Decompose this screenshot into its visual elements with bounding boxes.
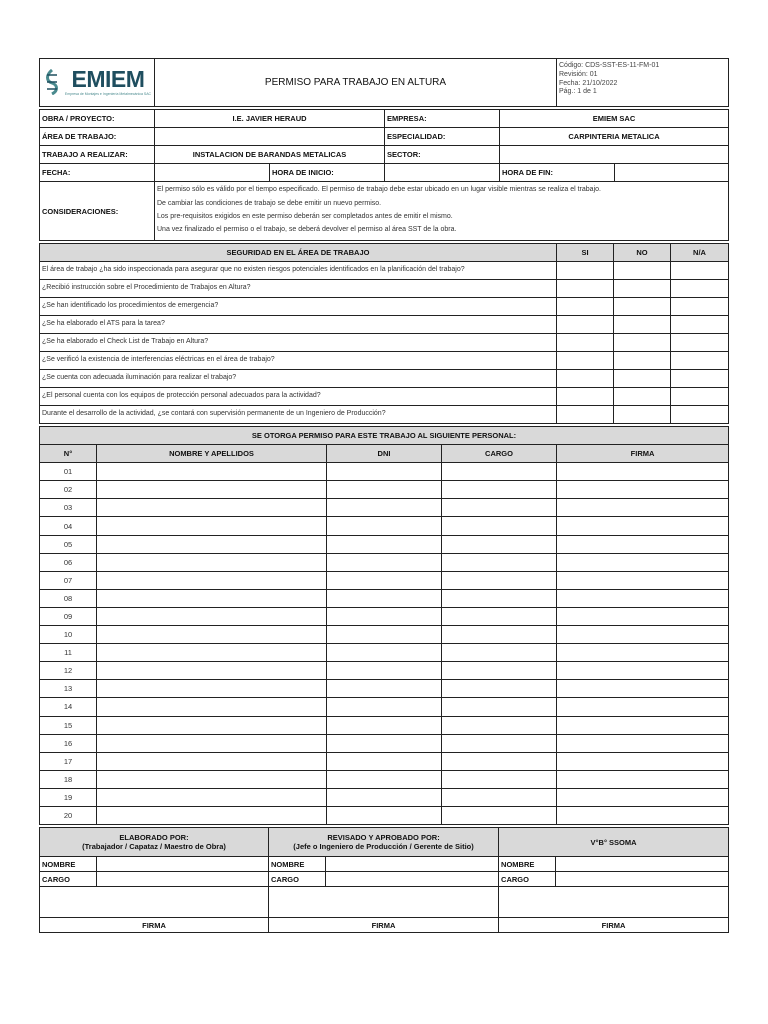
checkbox-no[interactable] (614, 334, 671, 352)
nombre-field[interactable] (97, 481, 327, 499)
dni-field[interactable] (327, 734, 442, 752)
firma-field[interactable] (557, 517, 729, 535)
checkbox-si[interactable] (557, 406, 614, 424)
checklist-row (40, 406, 729, 424)
firma-field[interactable] (557, 770, 729, 788)
firma-field[interactable] (557, 644, 729, 662)
dni-field[interactable] (327, 535, 442, 553)
dni-field[interactable] (327, 770, 442, 788)
checkbox-si[interactable] (557, 262, 614, 280)
personnel-row (40, 535, 729, 553)
row-number: 07 (40, 571, 97, 589)
personnel-row (40, 644, 729, 662)
checklist-question: ¿Se han identificado los procedimientos de emergencia? (40, 298, 557, 316)
obra-label: OBRA / PROYECTO: (40, 110, 155, 128)
trabajo-label: TRABAJO A REALIZAR: (40, 146, 155, 164)
checkbox-na[interactable] (671, 370, 729, 388)
doc-page: Pág.: 1 de 1 (559, 88, 597, 96)
row-number: 10 (40, 626, 97, 644)
cargo-field[interactable] (442, 806, 557, 824)
cargo-field[interactable] (442, 680, 557, 698)
dni-field[interactable] (327, 463, 442, 481)
checklist-body (40, 262, 729, 424)
consideraciones-text (155, 182, 729, 241)
personnel-row (40, 662, 729, 680)
signatures-table (39, 827, 729, 933)
cargo-field[interactable] (442, 499, 557, 517)
checklist-question: ¿El personal cuenta con los equipos de protección personal adecuados para la actividad? (40, 388, 557, 406)
personnel-row (40, 553, 729, 571)
dni-field[interactable] (327, 517, 442, 535)
empresa-field[interactable]: EMIEM SAC (500, 110, 729, 128)
checkbox-no[interactable] (614, 316, 671, 334)
fecha-field[interactable] (155, 164, 270, 182)
firma-field[interactable] (557, 806, 729, 824)
checklist-row (40, 316, 729, 334)
firma-field[interactable] (557, 734, 729, 752)
nombre-field[interactable] (97, 716, 327, 734)
row-number: 12 (40, 662, 97, 680)
cargo-field[interactable] (442, 535, 557, 553)
nombre-field[interactable] (97, 770, 327, 788)
dni-field[interactable] (327, 589, 442, 607)
revisado-header (269, 828, 499, 857)
area-field[interactable] (155, 128, 385, 146)
row-number: 20 (40, 806, 97, 824)
firma-field[interactable] (557, 553, 729, 571)
row-number: 08 (40, 589, 97, 607)
personnel-row (40, 589, 729, 607)
nombre-field[interactable] (97, 499, 327, 517)
checklist-question: ¿Se cuenta con adecuada iluminación para realizar el trabajo? (40, 370, 557, 388)
dni-field[interactable] (327, 806, 442, 824)
firma-field[interactable] (557, 680, 729, 698)
personnel-body (40, 463, 729, 825)
row-number: 15 (40, 716, 97, 734)
dni-field[interactable] (327, 716, 442, 734)
dni-field[interactable] (327, 788, 442, 806)
checklist-row (40, 280, 729, 298)
nombre-field[interactable] (97, 788, 327, 806)
revisado-nombre-field[interactable] (326, 857, 499, 872)
col-firma: FIRMA (557, 445, 729, 463)
row-number: 04 (40, 517, 97, 535)
checklist-row (40, 370, 729, 388)
firma-field[interactable] (557, 589, 729, 607)
checkbox-si[interactable] (557, 280, 614, 298)
row-number: 18 (40, 770, 97, 788)
nombre-field[interactable] (97, 698, 327, 716)
obra-field[interactable]: I.E. JAVIER HERAUD (155, 110, 385, 128)
form-title: PERMISO PARA TRABAJO EN ALTURA (155, 59, 557, 107)
checkbox-na[interactable] (671, 262, 729, 280)
personnel-row (40, 806, 729, 824)
consideracion-item: Una vez finalizado el permiso o el trabajo, se deberá devolver el permiso al área SST de la obra. (157, 226, 457, 234)
consideracion-item: De cambiar las condiciones de trabajo se debe emitir un nuevo permiso. (157, 199, 382, 207)
cargo-field[interactable] (442, 716, 557, 734)
col-cargo: CARGO (442, 445, 557, 463)
checkbox-no[interactable] (614, 352, 671, 370)
row-number: 19 (40, 788, 97, 806)
col-si: SI (557, 244, 614, 262)
personnel-row (40, 607, 729, 625)
revisado-subtitle: (Jefe o Ingeniero de Producción / Gerente de Sitio) (293, 842, 474, 852)
checklist-question: ¿Se verificó la existencia de interferencias eléctricas en el área de trabajo? (40, 352, 557, 370)
personnel-row (40, 481, 729, 499)
checkbox-na[interactable] (671, 280, 729, 298)
personnel-row (40, 770, 729, 788)
dni-field[interactable] (327, 481, 442, 499)
hora-inicio-label: HORA DE INICIO: (270, 164, 385, 182)
col-no: NO (614, 244, 671, 262)
personnel-row (40, 752, 729, 770)
checkbox-no[interactable] (614, 370, 671, 388)
checkbox-si[interactable] (557, 298, 614, 316)
checkbox-no[interactable] (614, 406, 671, 424)
personnel-row (40, 463, 729, 481)
nombre-field[interactable] (97, 644, 327, 662)
row-number: 17 (40, 752, 97, 770)
doc-date: Fecha: 21/10/2022 (559, 79, 618, 87)
firma-field[interactable] (557, 571, 729, 589)
nombre-field[interactable] (97, 517, 327, 535)
vb-ssoma-header: V°B° SSOMA (499, 828, 729, 857)
row-number: 09 (40, 607, 97, 625)
revisado-cargo-field[interactable] (326, 872, 499, 887)
checklist-header: SEGURIDAD EN EL ÁREA DE TRABAJO (40, 244, 557, 262)
row-number: 14 (40, 698, 97, 716)
dni-field[interactable] (327, 571, 442, 589)
elaborado-title: ELABORADO POR: (119, 833, 189, 843)
checkbox-no[interactable] (614, 262, 671, 280)
logo-subtitle: Empresa de Montajes e Ingeniería Metalmecánica SAC (64, 91, 152, 96)
sector-field[interactable] (500, 146, 729, 164)
checkbox-na[interactable] (671, 388, 729, 406)
vb-cargo-field[interactable] (556, 872, 729, 887)
dni-field[interactable] (327, 499, 442, 517)
cargo-field[interactable] (442, 770, 557, 788)
dni-field[interactable] (327, 752, 442, 770)
checklist-row (40, 334, 729, 352)
firma-field[interactable] (557, 499, 729, 517)
cargo-field[interactable] (442, 752, 557, 770)
header-table (39, 58, 729, 107)
cargo-field[interactable] (442, 644, 557, 662)
checkbox-na[interactable] (671, 298, 729, 316)
cargo-field[interactable] (442, 463, 557, 481)
row-number: 01 (40, 463, 97, 481)
personnel-row (40, 499, 729, 517)
hora-fin-field[interactable] (615, 164, 729, 182)
checkbox-si[interactable] (557, 334, 614, 352)
vb-nombre-field[interactable] (556, 857, 729, 872)
col-dni: DNI (327, 445, 442, 463)
elaborado-cargo-field[interactable] (97, 872, 269, 887)
vb-firma-label: FIRMA (499, 918, 729, 933)
firma-field[interactable] (557, 481, 729, 499)
firma-field[interactable] (557, 698, 729, 716)
consideracion-item: El permiso sólo es válido por el tiempo especificado. El permiso de trabajo debe estar ubicado en un lugar visible mientras se realiza el trabajo. (157, 186, 601, 194)
checkbox-no[interactable] (614, 388, 671, 406)
checkbox-na[interactable] (671, 406, 729, 424)
row-number: 11 (40, 644, 97, 662)
especialidad-field[interactable]: CARPINTERIA METALICA (500, 128, 729, 146)
cargo-field[interactable] (442, 517, 557, 535)
consideracion-item: Los pre-requisitos exigidos en este permiso deberán ser completados antes de emitir el mismo. (157, 213, 453, 220)
personnel-row (40, 626, 729, 644)
nombre-field[interactable] (97, 680, 327, 698)
doc-revision: Revisión: 01 (559, 70, 598, 78)
elaborado-cargo-label: CARGO (40, 872, 97, 887)
personnel-row (40, 680, 729, 698)
personnel-row (40, 788, 729, 806)
cargo-field[interactable] (442, 589, 557, 607)
doc-code: Código: CDS-SST-ES-11-FM-01 (559, 62, 660, 69)
nombre-field[interactable] (97, 607, 327, 625)
nombre-field[interactable] (97, 626, 327, 644)
checklist-row (40, 262, 729, 280)
firma-field[interactable] (557, 535, 729, 553)
firma-field[interactable] (557, 716, 729, 734)
nombre-field[interactable] (97, 589, 327, 607)
cargo-field[interactable] (442, 553, 557, 571)
revisado-firma-label: FIRMA (269, 918, 499, 933)
vb-cargo-label: CARGO (499, 872, 556, 887)
logo-cell (40, 59, 155, 107)
consideraciones-label: CONSIDERACIONES: (40, 182, 155, 241)
cargo-field[interactable] (442, 571, 557, 589)
row-number: 03 (40, 499, 97, 517)
row-number: 05 (40, 535, 97, 553)
cargo-field[interactable] (442, 662, 557, 680)
dni-field[interactable] (327, 607, 442, 625)
row-number: 16 (40, 734, 97, 752)
elaborado-nombre-field[interactable] (97, 857, 269, 872)
firma-field[interactable] (557, 626, 729, 644)
personnel-row (40, 698, 729, 716)
dni-field[interactable] (327, 553, 442, 571)
checklist-question: Durante el desarrollo de la actividad, ¿se contará con supervisión permanente de un Ingeniero de Producción? (40, 406, 557, 424)
document-meta (557, 59, 729, 107)
info-table (39, 109, 729, 241)
col-number: N° (40, 445, 97, 463)
personnel-row (40, 517, 729, 535)
personnel-row (40, 571, 729, 589)
cargo-field[interactable] (442, 734, 557, 752)
checkbox-na[interactable] (671, 352, 729, 370)
checklist-row (40, 298, 729, 316)
dni-field[interactable] (327, 644, 442, 662)
hora-fin-label: HORA DE FIN: (500, 164, 615, 182)
revisado-nombre-label: NOMBRE (269, 857, 326, 872)
checkbox-si[interactable] (557, 370, 614, 388)
revisado-title: REVISADO Y APROBADO POR: (327, 833, 440, 843)
nombre-field[interactable] (97, 535, 327, 553)
checkbox-si[interactable] (557, 352, 614, 370)
dni-field[interactable] (327, 626, 442, 644)
row-number: 02 (40, 481, 97, 499)
personnel-row (40, 716, 729, 734)
firma-field[interactable] (557, 788, 729, 806)
elaborado-nombre-label: NOMBRE (40, 857, 97, 872)
nombre-field[interactable] (97, 734, 327, 752)
checklist-question: El área de trabajo ¿ha sido inspeccionada para asegurar que no existen riesgos potenciales identificados en la planificación del trabajo? (40, 262, 557, 280)
checklist-question: ¿Recibió instrucción sobre el Procedimiento de Trabajos en Altura? (40, 280, 557, 298)
checklist-question: ¿Se ha elaborado el ATS para la tarea? (40, 316, 557, 334)
checklist-row (40, 352, 729, 370)
vb-signature-area[interactable] (499, 887, 729, 918)
checkbox-no[interactable] (614, 280, 671, 298)
cargo-field[interactable] (442, 481, 557, 499)
sector-label: SECTOR: (385, 146, 500, 164)
elaborado-subtitle: (Trabajador / Capataz / Maestro de Obra) (82, 842, 226, 852)
cargo-field[interactable] (442, 626, 557, 644)
empresa-label: EMPRESA: (385, 110, 500, 128)
company-logo (43, 65, 152, 96)
personnel-row (40, 734, 729, 752)
nombre-field[interactable] (97, 463, 327, 481)
hora-inicio-field[interactable] (385, 164, 500, 182)
checkbox-si[interactable] (557, 388, 614, 406)
firma-field[interactable] (557, 463, 729, 481)
cargo-field[interactable] (442, 698, 557, 716)
nombre-field[interactable] (97, 553, 327, 571)
row-number: 06 (40, 553, 97, 571)
firma-field[interactable] (557, 662, 729, 680)
fecha-label: FECHA: (40, 164, 155, 182)
dni-field[interactable] (327, 662, 442, 680)
nombre-field[interactable] (97, 571, 327, 589)
nombre-field[interactable] (97, 806, 327, 824)
revisado-cargo-label: CARGO (269, 872, 326, 887)
safety-checklist (39, 243, 729, 424)
personnel-header: SE OTORGA PERMISO PARA ESTE TRABAJO AL SIGUIENTE PERSONAL: (40, 427, 729, 445)
logo-text: EMIEM (71, 65, 145, 92)
row-number: 13 (40, 680, 97, 698)
cargo-field[interactable] (442, 788, 557, 806)
elaborado-firma-label: FIRMA (40, 918, 269, 933)
dni-field[interactable] (327, 698, 442, 716)
nombre-field[interactable] (97, 662, 327, 680)
elaborado-signature-area[interactable] (40, 887, 269, 918)
especialidad-label: ESPECIALIDAD: (385, 128, 500, 146)
permit-form (39, 58, 728, 933)
checkbox-si[interactable] (557, 316, 614, 334)
dni-field[interactable] (327, 680, 442, 698)
vb-nombre-label: NOMBRE (499, 857, 556, 872)
checkbox-no[interactable] (614, 298, 671, 316)
firma-field[interactable] (557, 607, 729, 625)
checklist-question: ¿Se ha elaborado el Check List de Trabajo en Altura? (40, 334, 557, 352)
nombre-field[interactable] (97, 752, 327, 770)
area-label: ÁREA DE TRABAJO: (40, 128, 155, 146)
logo-emblem-icon (43, 69, 61, 95)
col-na: N/A (671, 244, 729, 262)
checklist-row (40, 388, 729, 406)
elaborado-header (40, 828, 269, 857)
cargo-field[interactable] (442, 607, 557, 625)
trabajo-field[interactable]: INSTALACION DE BARANDAS METALICAS (155, 146, 385, 164)
revisado-signature-area[interactable] (269, 887, 499, 918)
personnel-table (39, 426, 729, 825)
checkbox-na[interactable] (671, 334, 729, 352)
col-nombre: NOMBRE Y APELLIDOS (97, 445, 327, 463)
checkbox-na[interactable] (671, 316, 729, 334)
firma-field[interactable] (557, 752, 729, 770)
